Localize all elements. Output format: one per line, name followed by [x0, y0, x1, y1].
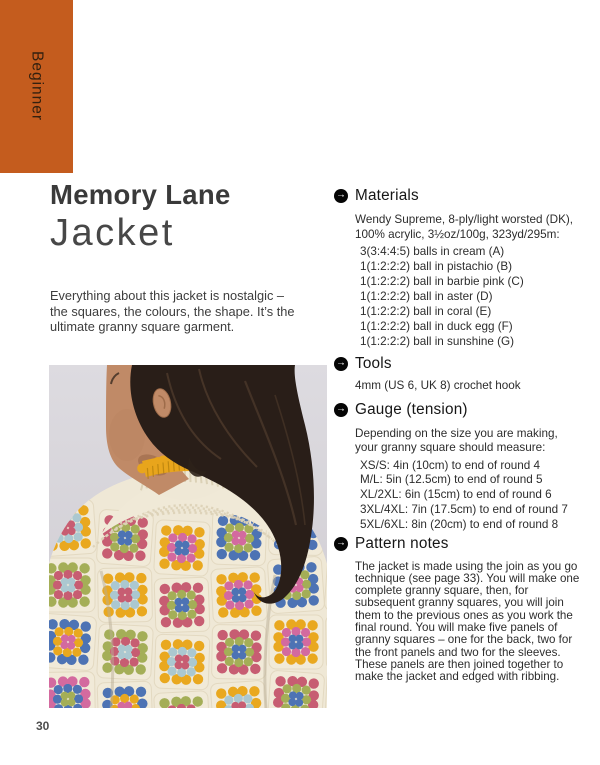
details-column: [334, 186, 580, 684]
intro-paragraph: Everything about this jacket is nostalgic – the squares, the colours, the shape. It’s the ultimate granny square garment.: [50, 288, 295, 335]
page-number: 30: [36, 719, 50, 733]
list-item: 1(1:2:2:2) ball in pistachio (B): [360, 259, 513, 273]
section-gauge: [334, 400, 576, 531]
list-item: 1(1:2:2:2) ball in coral (E): [360, 304, 492, 318]
difficulty-label: Beginner: [28, 51, 46, 122]
materials-heading-row: [334, 186, 576, 206]
section-heading: Tools: [355, 354, 392, 372]
gauge-list: [360, 460, 576, 531]
pattern-notes-body: The jacket is made using the join as you go technique (see page 33). You will make one complete granny square, then, for subsequent granny squares, you will join them to the previous ones as you work the final round. You will make five panels of granny squares – one for the back, two for the front panels and two for the sleeves. These panels are then joined together to make the jacket and edged with ribbing.: [355, 559, 580, 684]
jacket-photo: [49, 365, 327, 708]
list-item: 5XL/6XL: 8in (20cm) to end of round 8: [360, 517, 559, 531]
section-materials: [334, 186, 576, 348]
page-title-line1: Memory Lane: [50, 179, 231, 210]
gauge-heading-row: [334, 400, 576, 420]
circled-arrow-icon: →: [334, 537, 348, 551]
list-item: 1(1:2:2:2) ball in duck egg (F): [360, 319, 513, 333]
pattern-notes-heading-row: [334, 534, 576, 554]
section-heading: Materials: [355, 187, 419, 204]
list-item: M/L: 5in (12.5cm) to end of round 5: [360, 473, 543, 487]
jacket-photo-art: [49, 365, 327, 708]
list-item: 3(3:4:4:5) balls in cream (A): [360, 245, 505, 258]
list-item: 1(1:2:2:2) ball in barbie pink (C): [360, 274, 524, 288]
gauge-intro: Depending on the size you are making, your granny square should measure:: [355, 426, 558, 455]
list-item: XS/S: 4in (10cm) to end of round 4: [360, 458, 540, 472]
title-block: [50, 181, 231, 252]
circled-arrow-icon: →: [334, 403, 348, 417]
page-title-line2: Jacket: [50, 211, 175, 254]
list-item: 1(1:2:2:2) ball in aster (D): [360, 289, 493, 303]
section-heading: Gauge (tension): [355, 400, 468, 418]
list-item: 3XL/4XL: 7in (17.5cm) to end of round 7: [360, 502, 568, 516]
circled-arrow-icon: →: [334, 189, 348, 203]
circled-arrow-icon: →: [334, 357, 348, 371]
section-pattern-notes: [334, 534, 580, 684]
list-item: XL/2XL: 6in (15cm) to end of round 6: [360, 488, 552, 502]
list-item: 1(1:2:2:2) ball in sunshine (G): [360, 334, 514, 348]
section-tools: [334, 354, 576, 392]
materials-intro: Wendy Supreme, 8-ply/light worsted (DK), 100% acrylic, 3½oz/100g, 323yd/295m:: [355, 213, 574, 241]
difficulty-tab: [0, 0, 73, 173]
materials-list: [360, 246, 576, 348]
tools-item: 4mm (US 6, UK 8) crochet hook: [355, 378, 521, 392]
section-heading: Pattern notes: [355, 534, 449, 552]
tools-heading-row: [334, 354, 576, 374]
